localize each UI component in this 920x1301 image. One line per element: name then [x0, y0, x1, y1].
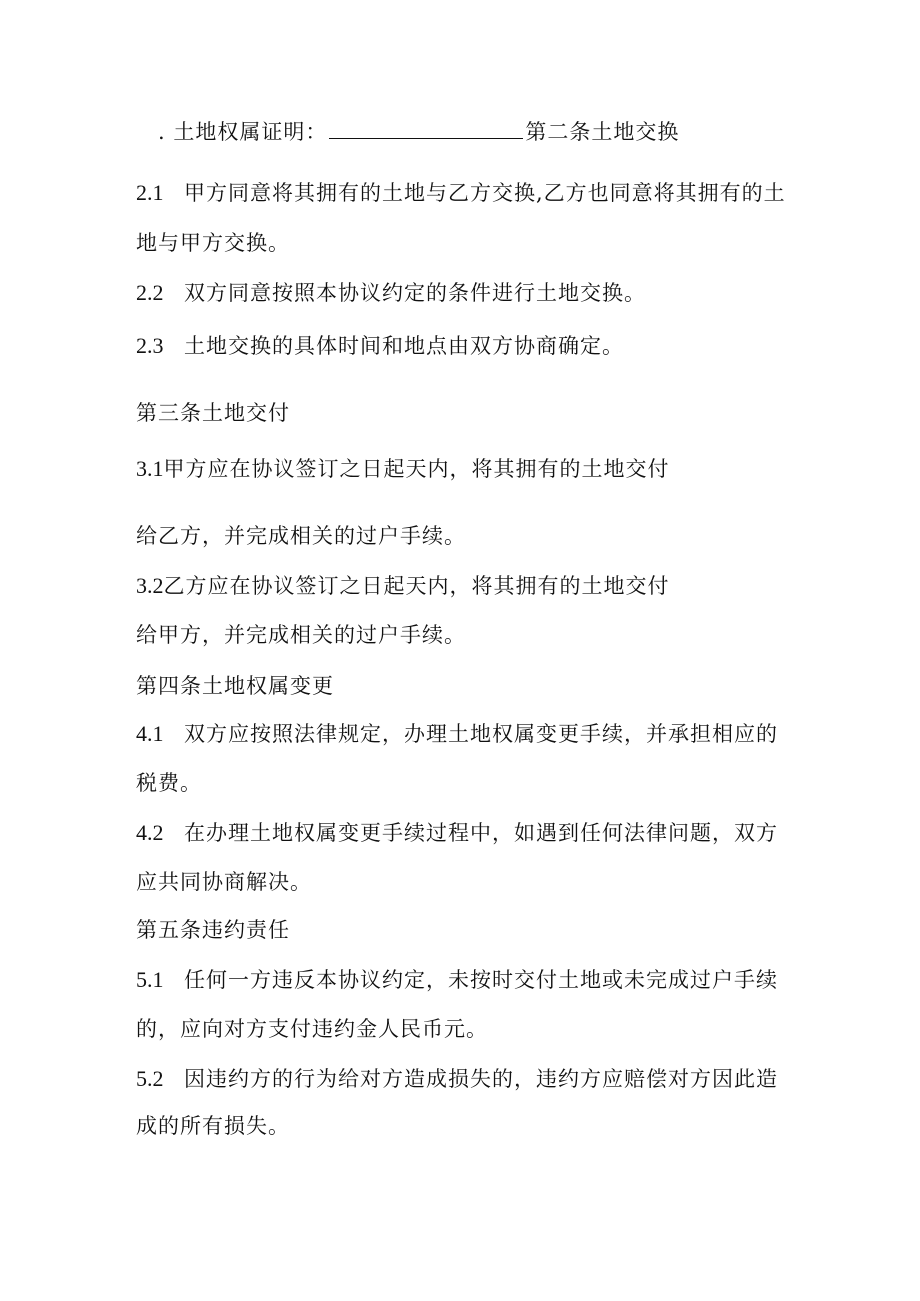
clause-text: 给乙方，并完成相关的过户手续。 [136, 524, 466, 548]
clause-3-2 [136, 573, 670, 599]
clause-text: 任何一方违反本协议约定，未按时交付土地或未完成过户手续 [184, 968, 778, 992]
clause-3-2-continued [136, 622, 466, 648]
clause-text: 在办理土地权属变更手续过程中，如遇到任何法律问题，双方 [184, 821, 778, 845]
clause-number: 4.2 [136, 820, 164, 845]
clause-number: 2.3 [136, 333, 164, 358]
clause-4-2-continued [136, 869, 312, 895]
clause-number: 4.1 [136, 721, 164, 746]
clause-text: 甲方应在协议签订之日起天内，将其拥有的土地交付 [163, 457, 670, 481]
clause-5-2-continued [136, 1113, 290, 1139]
land-ownership-proof-line [158, 118, 679, 145]
clause-4-1-continued [136, 770, 202, 796]
clause-number: 2.1 [136, 180, 164, 205]
clause-text: 双方应按照法律规定，办理土地权属变更手续，并承担相应的 [184, 722, 778, 746]
clause-5-2 [136, 1066, 778, 1092]
clause-text: 应共同协商解决。 [136, 870, 312, 894]
clause-text: 土地交换的具体时间和地点由双方协商确定。 [184, 334, 624, 358]
clause-number: 3.1 [136, 456, 164, 481]
clause-5-1 [136, 967, 778, 993]
clause-2-1-continued [136, 230, 290, 256]
clause-text: 甲方同意将其拥有的土地与乙方交换,乙方也同意将其拥有的土 [184, 181, 786, 205]
clause-number: 5.1 [136, 967, 164, 992]
clause-4-2 [136, 820, 778, 846]
article-2-heading: 第二条土地交换 [525, 120, 680, 144]
clause-5-1-continued [136, 1016, 488, 1042]
clause-number: 5.2 [136, 1066, 164, 1091]
article-3-heading: 第三条土地交付 [136, 401, 290, 425]
clause-3-1-continued [136, 523, 466, 549]
clause-2-1 [136, 180, 786, 206]
clause-number: 3.2 [136, 573, 164, 598]
clause-text: 双方同意按照本协议约定的条件进行土地交换。 [184, 281, 646, 305]
clause-text: 给甲方，并完成相关的过户手续。 [136, 623, 466, 647]
clause-3-1 [136, 456, 670, 482]
clause-text: 的，应向对方支付违约金人民币元。 [136, 1017, 488, 1041]
clause-text: 税费。 [136, 771, 202, 795]
clause-4-1 [136, 721, 778, 747]
article-4-heading: 第四条土地权属变更 [136, 674, 334, 698]
clause-text: 地与甲方交换。 [136, 231, 290, 255]
clause-2-3 [136, 333, 624, 359]
article-5-heading: 第五条违约责任 [136, 918, 290, 942]
fill-in-blank [329, 118, 523, 139]
clause-2-2 [136, 280, 646, 306]
clause-text: 乙方应在协议签订之日起天内，将其拥有的土地交付 [163, 574, 670, 598]
land-ownership-proof-label: . 土地权属证明： [158, 120, 328, 144]
clause-number: 2.2 [136, 280, 164, 305]
clause-text: 成的所有损失。 [136, 1114, 290, 1138]
clause-text: 因违约方的行为给对方造成损失的，违约方应赔偿对方因此造 [184, 1067, 778, 1091]
